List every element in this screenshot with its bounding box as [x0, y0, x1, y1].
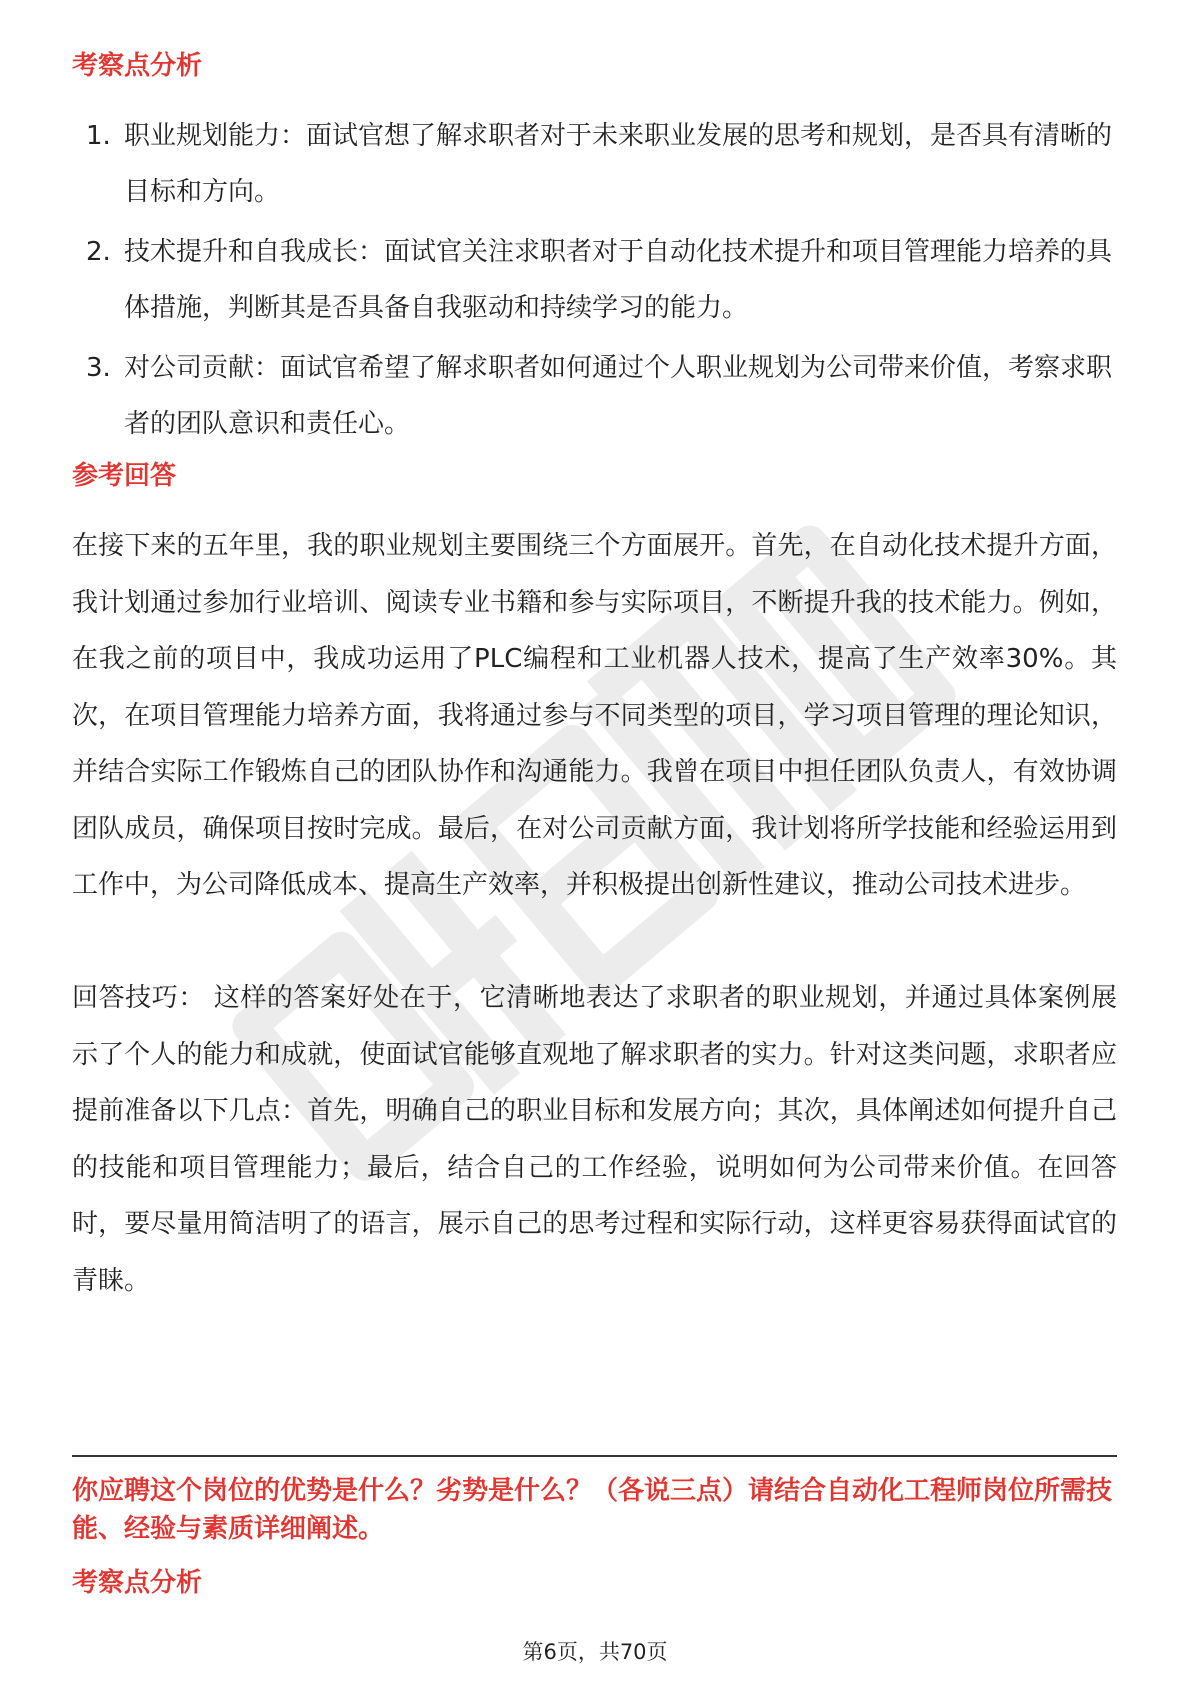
list-item	[72, 340, 1117, 452]
next-question-title: 你应聘这个岗位的优势是什么？劣势是什么？（各说三点）请结合自动化工程师岗位所需技能、经验与素质详细阐述。	[72, 1476, 1113, 1544]
section-heading-reference-answer: 参考回答	[72, 461, 177, 491]
list-item-text: 技术提升和自我成长：面试官关注求职者对于自动化技术提升和项目管理能力培养的具体措施，判断其是否具备自我驱动和持续学习的能力。	[124, 237, 1113, 323]
section-divider	[72, 1455, 1117, 1457]
page-number: 第6页，共70页	[522, 1640, 668, 1664]
list-item-number: 1.	[86, 121, 111, 151]
list-item-number: 2.	[86, 237, 111, 267]
reference-answer-text: 在接下来的五年里，我的职业规划主要围绕三个方面展开。首先，在自动化技术提升方面，我计划通过参加行业培训、阅读专业书籍和参与实际项目，不断提升我的技术能力。例如，在我之前的项目中，我成功运用了PLC编程和工业机器人技术，提高了生产效率30%。其次，在项目管理能力培养方面，我将通过参与不同类型的项目，学习项目管理的理论知识，并结合实际工作锻炼自己的团队协作和沟通能力。我曾在项目中担任团队负责人，有效协调团队成员，确保项目按时完成。最后，在对公司贡献方面，我计划将所学技能和经验运用到工作中，为公司降低成本、提高生产效率，并积极提出创新性建议，推动公司技术进步。	[72, 531, 1117, 900]
answer-tips-text: 回答技巧： 这样的答案好处在于，它清晰地表达了求职者的职业规划，并通过具体案例展示了个人的能力和成就，使面试官能够直观地了解求职者的实力。针对这类问题，求职者应提前准备以下几点：首先，明确自己的职业目标和发展方向；其次，具体阐述如何提升自己的技能和项目管理能力；最后，结合自己的工作经验，说明如何为公司带来价值。在回答时，要尽量用简洁明了的语言，展示自己的思考过程和实际行动，这样更容易获得面试官的青睐。	[72, 983, 1117, 1296]
analysis-list	[72, 108, 1117, 456]
list-item	[72, 224, 1117, 336]
list-item	[72, 108, 1117, 220]
list-item-number: 3.	[86, 353, 111, 383]
list-item-text: 职业规划能力：面试官想了解求职者对于未来职业发展的思考和规划，是否具有清晰的目标和方向。	[124, 121, 1113, 207]
list-item-text: 对公司贡献：面试官希望了解求职者如何通过个人职业规划为公司带来价值，考察求职者的团队意识和责任心。	[124, 353, 1113, 439]
section-heading-next-analysis: 考察点分析	[72, 1568, 203, 1598]
section-heading-analysis: 考察点分析	[72, 51, 203, 81]
